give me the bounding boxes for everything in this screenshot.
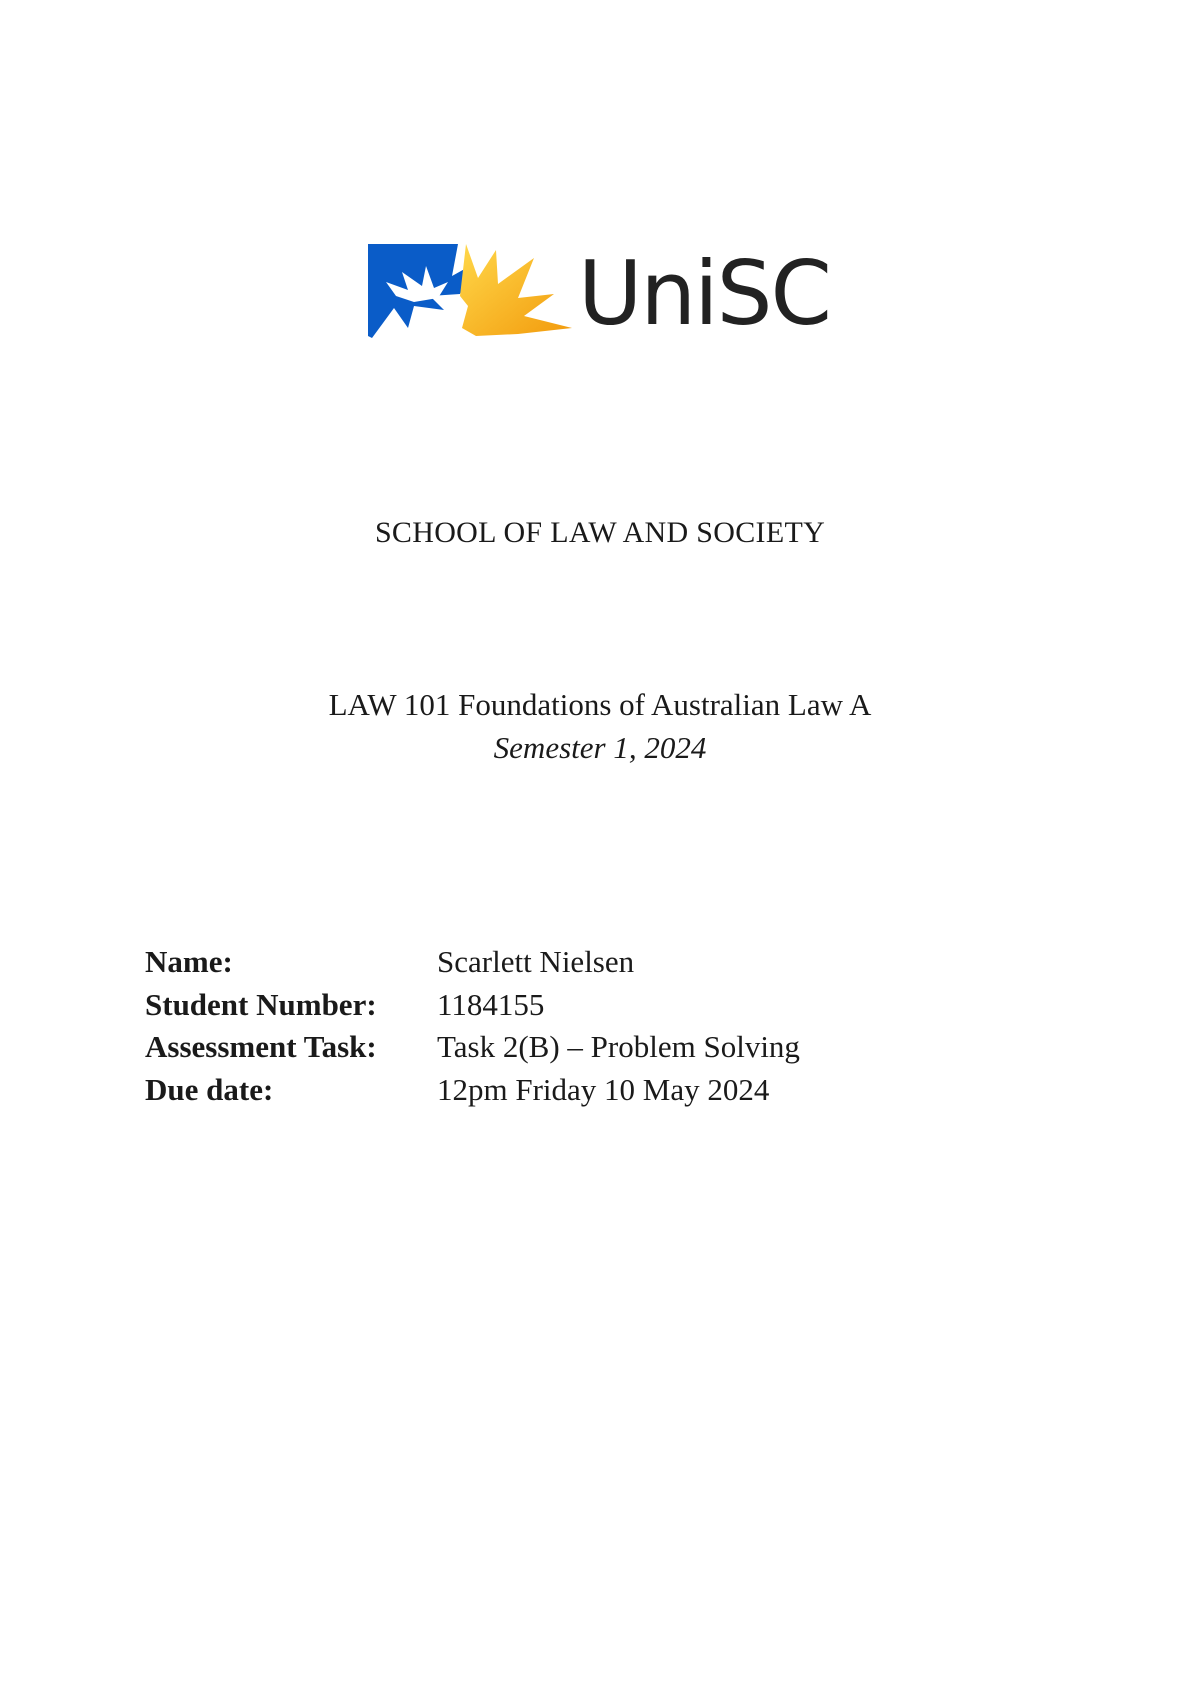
student-details [145,944,800,1114]
school-name: SCHOOL OF LAW AND SOCIETY [374,516,826,549]
detail-value: Task 2(B) – Problem Solving [437,1029,800,1064]
unisc-logo [368,236,848,356]
detail-label: Assessment Task: [145,1029,377,1064]
detail-value: Scarlett Nielsen [437,944,635,979]
detail-value: 1184155 [437,986,545,1022]
detail-row-assessment-task [145,1029,800,1072]
detail-label: Name: [145,944,233,979]
detail-row-name [145,944,800,987]
logo-wordmark: UniSC [578,242,830,345]
course-title: LAW 101 Foundations of Australian Law A [328,687,872,722]
detail-row-due-date [145,1072,800,1115]
detail-value: 12pm Friday 10 May 2024 [437,1071,770,1107]
logo-yellow-sun [460,244,572,336]
detail-label: Student Number: [145,986,377,1022]
unisc-logo-graphic [368,236,848,356]
course-semester: Semester 1, 2024 [493,730,707,765]
detail-label: Due date: [145,1071,274,1107]
detail-row-student-number [145,987,800,1030]
